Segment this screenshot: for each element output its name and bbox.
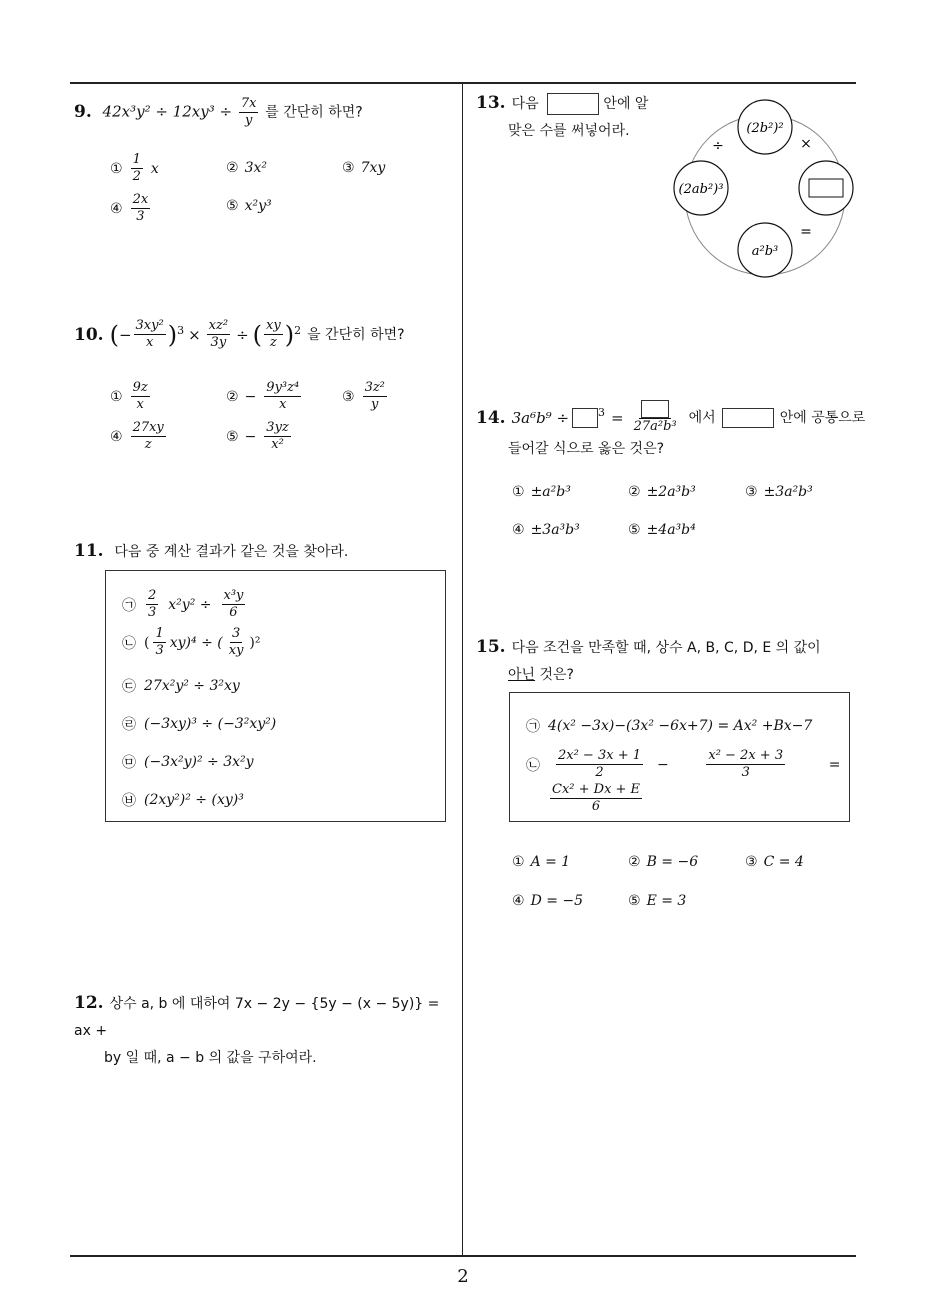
q11-item-2: ㉡ ( $\frac{1}{3}$ xy)⁴ ÷ ( $\frac{3}{xy}$ )²	[122, 626, 261, 658]
answer-blank-2[interactable]	[641, 400, 669, 418]
question-number: 10.	[74, 324, 104, 345]
question-9	[74, 96, 363, 129]
fraction: $\frac{7x}{y}$	[240, 96, 257, 128]
q14-option-1[interactable]: ① ±a²b³	[512, 484, 571, 500]
q9-option-1[interactable]: ① $\frac{1}{2}$ x	[110, 152, 159, 184]
question-text-line2: by 일 때, a − b 의 값을 구하여라.	[104, 1050, 317, 1066]
left-node-label: (2ab²)³	[678, 182, 724, 197]
q14-option-3[interactable]: ③ ±3a²b³	[745, 484, 813, 500]
question-15: 15. 다음 조건을 만족할 때, 상수 A, B, C, D, E 의 값이 아닌 것은?	[476, 637, 821, 683]
q9-option-5[interactable]: ⑤ x²y³	[226, 198, 272, 214]
q11-item-6: ㉥ (2xy²)² ÷ (xy)³	[122, 792, 244, 809]
q15-option-3[interactable]: ③ C = 4	[745, 854, 804, 870]
q10-option-2[interactable]: ② − $\frac{\text{9y³z⁴}}{x}$	[226, 380, 300, 412]
question-text: 를 간단히 하면?	[265, 104, 363, 121]
equals-op: =	[800, 224, 812, 240]
answer-blank-1[interactable]	[572, 408, 598, 428]
bottom-rule	[70, 1255, 856, 1257]
top-node-label: (2b²)²	[746, 121, 784, 136]
underlined-word: 아닌	[508, 667, 536, 683]
question-text-line1: 상수 a, b 에 대하여 7x − 2y − {5y − (x − 5y)} = ax +	[74, 996, 440, 1039]
q15-condition-2: ㉡ $\frac{\text{2x² − 3x + 1}}{2}$ − $\frac{\text{x² − 2x + 3}}{3}$ =	[526, 748, 841, 780]
q15-option-2[interactable]: ② B = −6	[628, 854, 699, 870]
answer-blank[interactable]	[547, 93, 599, 115]
divide-op: ÷	[712, 138, 724, 154]
times-op: ×	[800, 136, 812, 152]
q14-option-5[interactable]: ⑤ ±4a³b⁴	[628, 522, 696, 538]
q10-option-1[interactable]: ① $\frac{9z}{x}$	[110, 380, 148, 412]
q10-option-4[interactable]: ④ $\frac{27xy}{z}$	[110, 420, 164, 452]
question-10: 10. ( − $\frac{\text{3xy²}}{x}$ ) $^3$ × $\frac{\text{xz²}}{3y}$ ÷ ( $\frac{xy}{z}$ ) $^2$ 을 간단히 하면?	[74, 318, 405, 350]
q10-option-5[interactable]: ⑤ − $\frac{3yz}{\text{x²}}$	[226, 420, 289, 452]
q15-option-1[interactable]: ① A = 1	[512, 854, 571, 870]
question-12	[74, 990, 458, 1071]
q15-option-5[interactable]: ⑤ E = 3	[628, 893, 687, 909]
question-number: 15.	[476, 637, 506, 657]
q14-option-4[interactable]: ④ ±3a³b³	[512, 522, 580, 538]
q15-condition-2-rhs: $\frac{\text{Cx² + Dx + E}}{6}$	[552, 782, 641, 814]
q13-cycle-diagram	[660, 90, 870, 290]
q15-condition-1: ㉠ 4(x² −3x)−(3x² −6x+7) = Ax² +Bx−7	[526, 718, 813, 735]
q11-item-4: ㉣ (−3xy)³ ÷ (−3²xy²)	[122, 716, 277, 733]
q14-option-2[interactable]: ② ±2a³b³	[628, 484, 696, 500]
question-number: 14.	[476, 407, 506, 428]
diagram-answer-blank	[809, 179, 843, 197]
q11-item-5: ㉤ (−3x²y)² ÷ 3x²y	[122, 754, 254, 771]
q11-item-3: ㉢ 27x²y² ÷ 3²xy	[122, 678, 240, 695]
answer-blank-3[interactable]	[722, 408, 774, 428]
question-text: 다음 중 계산 결과가 같은 것을 찾아라.	[114, 544, 349, 560]
q9-option-2[interactable]: ② 3x²	[226, 160, 267, 176]
question-13: 13. 다음 안에 알 맞은 수를 써넣어라.	[476, 93, 649, 139]
question-14: 14. 3a⁶b⁹ ÷ $^3$ = 27a²b³ 에서 안에 공통으로 들어갈 식으로 옳은 것은?	[476, 400, 865, 462]
question-text: 을 간단히 하면?	[307, 326, 405, 343]
expression: 42x³y² ÷ 12xy³ ÷	[102, 102, 233, 121]
q9-option-3[interactable]: ③ 7xy	[342, 160, 386, 176]
q15-option-4[interactable]: ④ D = −5	[512, 893, 584, 909]
q9-option-4[interactable]: ④ $\frac{2x}{3}$	[110, 192, 149, 224]
question-number: 13.	[476, 93, 506, 113]
question-11	[74, 538, 348, 565]
question-number: 11.	[74, 541, 104, 561]
q11-item-1: ㉠ $\frac{2}{3}$ x²y² ÷ $\frac{\text{x³y}}{6}$	[122, 588, 244, 620]
bottom-node-label: a²b³	[751, 244, 779, 259]
question-number: 9.	[74, 101, 92, 122]
page-number: 2	[457, 1266, 469, 1287]
q10-option-3[interactable]: ③ $\frac{\text{3z²}}{y}$	[342, 380, 385, 412]
top-rule	[70, 82, 856, 84]
question-number: 12.	[74, 993, 104, 1013]
column-divider	[462, 82, 463, 1255]
